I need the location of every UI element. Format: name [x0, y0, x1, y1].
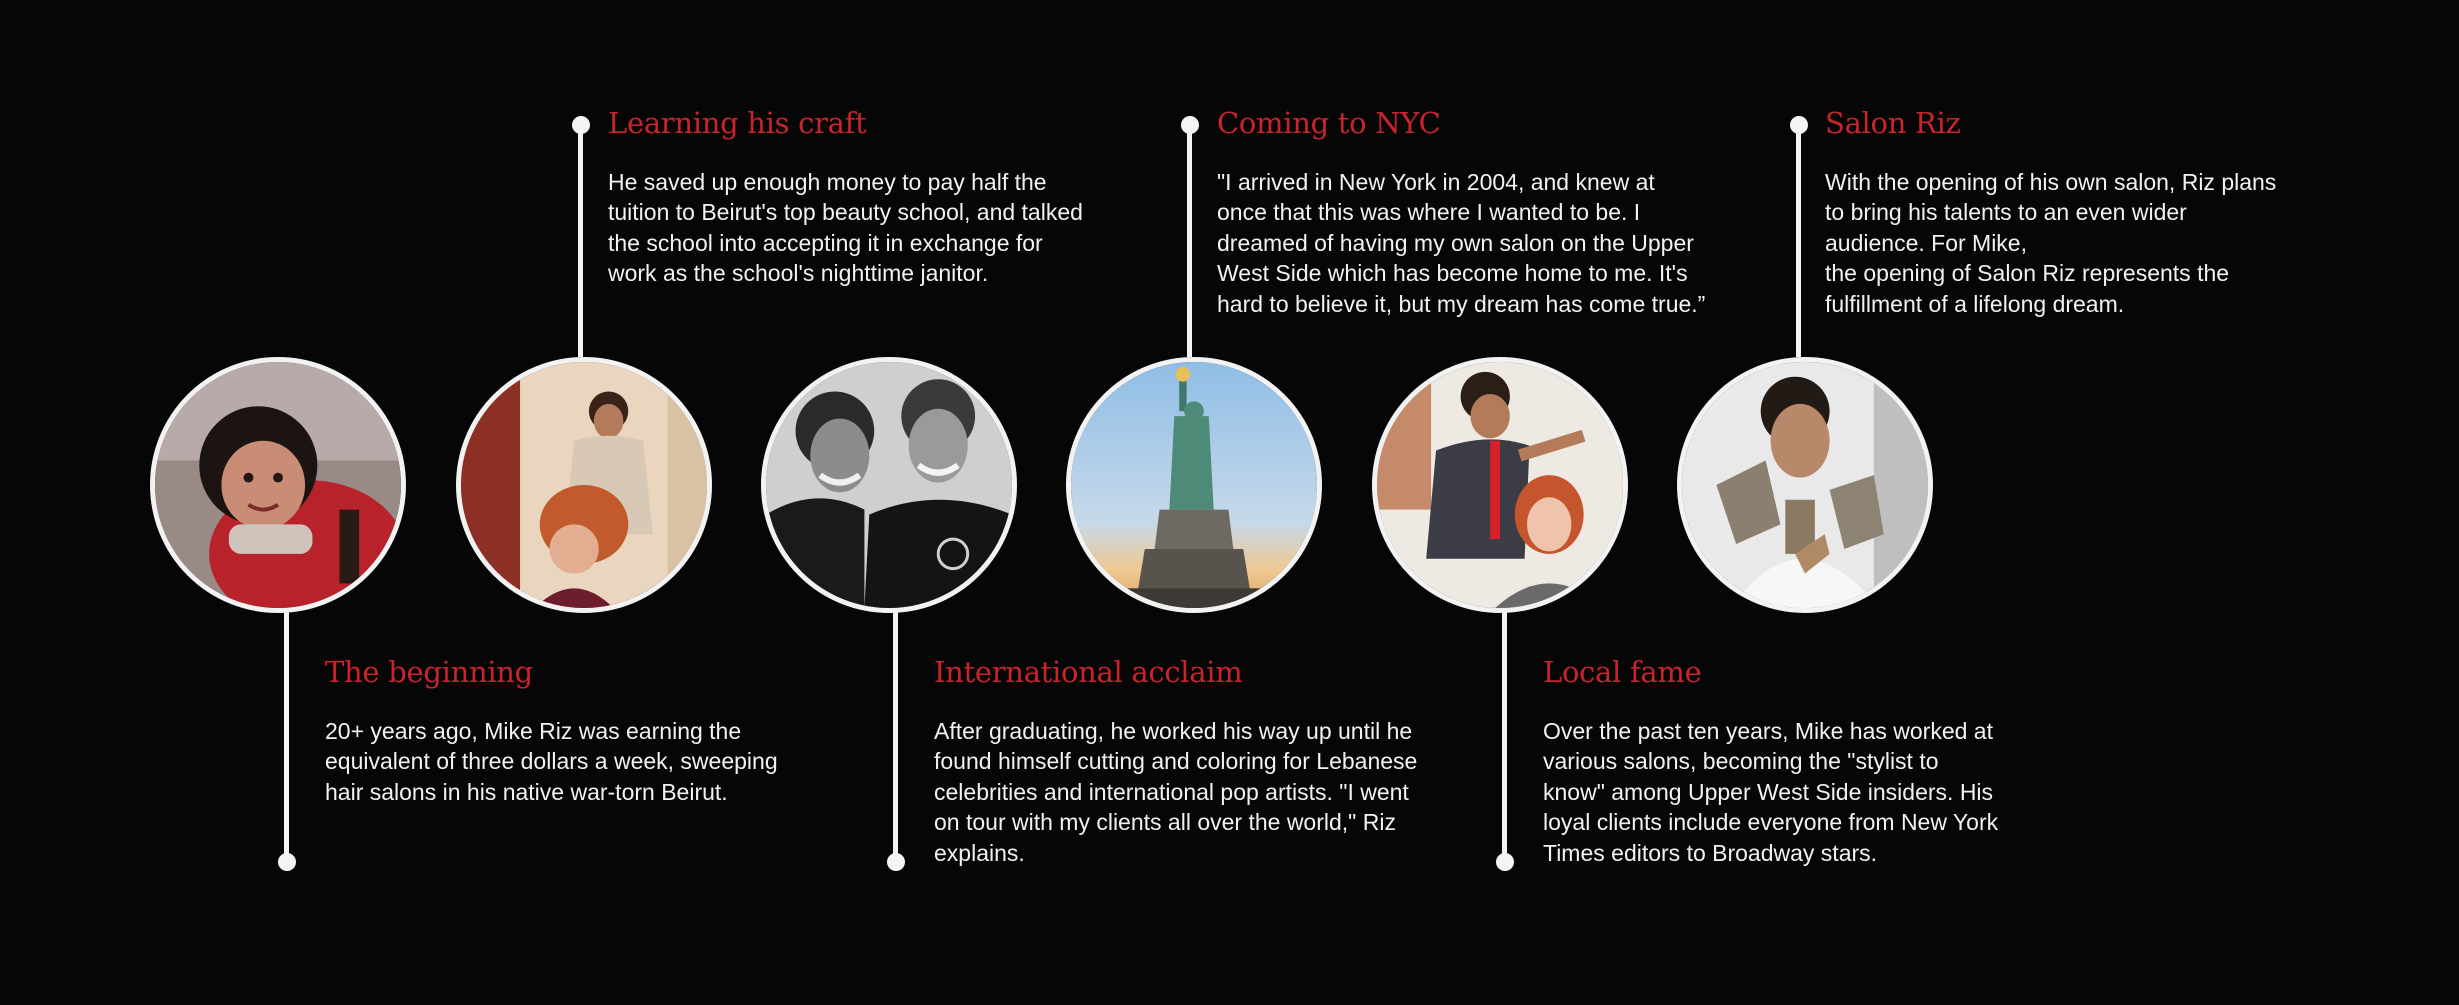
connector-line-5: [1502, 606, 1507, 862]
timeline-entry-local-fame: [1543, 655, 2103, 868]
connector-dot-2: [572, 116, 590, 134]
timeline-entry-salon-riz: [1825, 106, 2385, 319]
timeline-entry-beginning: [325, 655, 865, 807]
connector-dot-5: [1496, 853, 1514, 871]
timeline-entry-learning: [608, 106, 1168, 289]
entry-title: Learning his craft: [608, 106, 867, 140]
salon-cutting-photo: [1372, 357, 1628, 613]
two-men-bw-photo: [761, 357, 1017, 613]
entry-title: The beginning: [325, 655, 533, 689]
connector-dot-4: [1181, 116, 1199, 134]
connector-line-4: [1187, 125, 1192, 357]
entry-body: Over the past ten years, Mike has worked at various salons, becoming the "stylist to know" among Upper West Side insiders. His loyal clients include everyone from New York Times editors to Broadway stars.: [1543, 717, 1999, 866]
timeline-entry-international: [934, 655, 1494, 868]
styling-hair-photo: [456, 357, 712, 613]
connector-line-1: [284, 606, 289, 862]
timeline-entry-nyc: [1217, 106, 1797, 319]
connector-dot-1: [278, 853, 296, 871]
child-portrait-photo: [150, 357, 406, 613]
connector-line-3: [893, 606, 898, 862]
entry-title: Coming to NYC: [1217, 106, 1441, 140]
statue-of-liberty-photo: [1066, 357, 1322, 613]
entry-body: After graduating, he worked his way up until he found himself cutting and coloring for Lebanese celebrities and international pop artists. "I went on tour with my clients all over the world," Riz explains.: [934, 717, 1418, 866]
entry-body: 20+ years ago, Mike Riz was earning the equivalent of three dollars a week, sweeping hair salons in his native war-torn Beirut.: [325, 717, 778, 805]
connector-dot-3: [887, 853, 905, 871]
connector-line-2: [578, 125, 583, 357]
entry-body: He saved up enough money to pay half the tuition to Beirut's top beauty school, and talked the school into accepting it in exchange for work as the school's nighttime janitor.: [608, 168, 1083, 287]
entry-body: "I arrived in New York in 2004, and knew at once that this was where I wanted to be. I dreamed of having my own salon on the Upper West Side which has become home to me. It's hard to believe it, but my dream has come true.”: [1217, 168, 1706, 317]
entry-title: International acclaim: [934, 655, 1243, 689]
entry-title: Local fame: [1543, 655, 1702, 689]
entry-title: Salon Riz: [1825, 106, 1961, 140]
salon-riz-sign-photo: [1677, 357, 1933, 613]
entry-body: With the opening of his own salon, Riz plans to bring his talents to an even wider audience. For Mike, the opening of Salon Riz represents the fulfillment of a lifelong dream.: [1825, 168, 2277, 317]
